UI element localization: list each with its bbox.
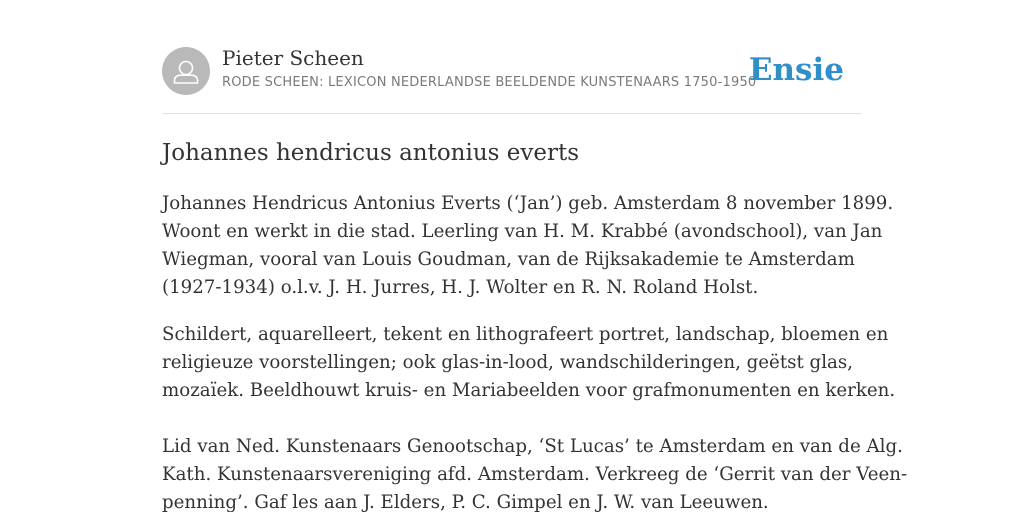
text-line: religieuze voorstellingen; ook glas-in-lood, wandschilderingen, geëtst glas, <box>162 352 853 373</box>
user-icon <box>162 47 210 95</box>
article-body <box>162 190 908 512</box>
text-line: Lid van Ned. Kunstenaars Genootschap, ‘St Lucas’ te Amsterdam en van de Alg. <box>162 436 903 457</box>
text-line: Wiegman, vooral van Louis Goudman, van de Rijksakademie te Amsterdam <box>162 249 855 270</box>
text-line: penning’. Gaf les aan J. Elders, P. C. Gimpel en J. W. van Leeuwen. <box>162 492 769 512</box>
text-line: mozaïek. Beeldhouwt kruis- en Mariabeelden voor grafmonumenten en kerken. <box>162 380 896 401</box>
paragraph-1 <box>162 190 894 302</box>
text-line: Woont en werkt in die stad. Leerling van H. M. Krabbé (avondschool), van Jan <box>162 221 883 242</box>
text-line: Johannes Hendricus Antonius Everts (‘Jan’) geb. Amsterdam 8 november 1899. <box>162 193 894 214</box>
text-line: (1927-1934) o.l.v. J. H. Jurres, H. J. Wolter en R. N. Roland Holst. <box>162 277 759 298</box>
paragraph-3 <box>162 433 908 512</box>
text-line: Kath. Kunstenaarsvereniging afd. Amsterdam. Verkreeg de ‘Gerrit van der Veen- <box>162 464 908 485</box>
source-title[interactable]: RODE SCHEEN: LEXICON NEDERLANDSE BEELDENDE KUNSTENAARS 1750-1950 <box>222 75 757 90</box>
article-title: Johannes hendricus antonius everts <box>162 140 580 166</box>
author-name[interactable]: Pieter Scheen <box>222 46 364 70</box>
paragraph-2 <box>162 321 896 405</box>
author-avatar[interactable] <box>162 47 210 95</box>
author-header <box>162 46 862 96</box>
text-line: Schildert, aquarelleert, tekent en lithografeert portret, landschap, bloemen en <box>162 324 889 345</box>
ensie-logo[interactable]: Ensie <box>748 52 844 88</box>
header-divider <box>162 113 862 114</box>
